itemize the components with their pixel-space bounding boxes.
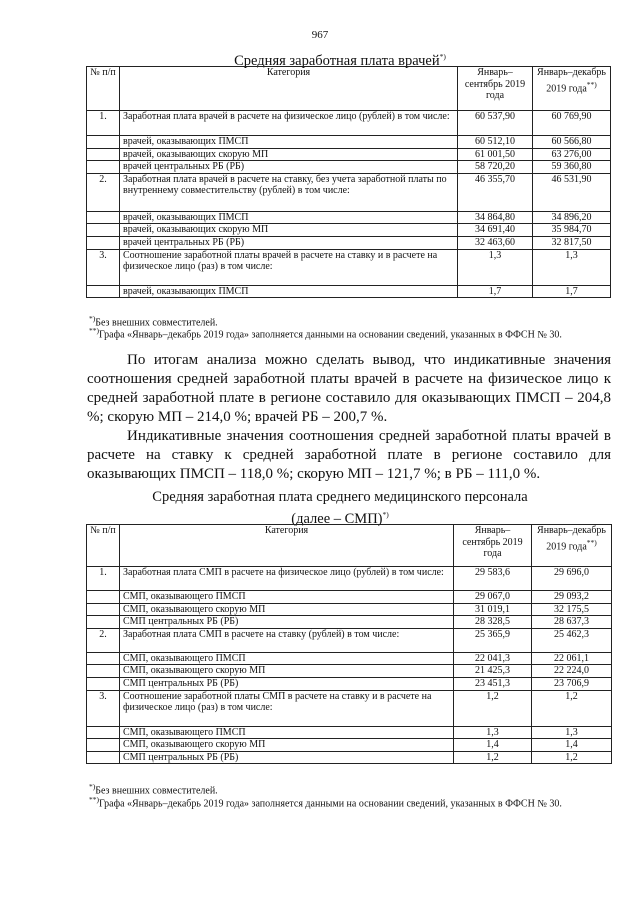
header-col2-text: Январь–декабрь 2019 года xyxy=(537,67,606,94)
row-num xyxy=(87,665,120,678)
row-num xyxy=(87,726,120,739)
row-value-2: 46 531,90 xyxy=(533,173,611,211)
header-col2 xyxy=(532,525,612,567)
row-value-2: 60 566,80 xyxy=(533,136,611,149)
row-num xyxy=(87,739,120,752)
row-value-2: 59 360,80 xyxy=(533,161,611,174)
row-num xyxy=(87,677,120,690)
nurses-title-mark: *) xyxy=(382,510,389,519)
row-num: 2. xyxy=(87,628,120,652)
row-category: врачей, оказывающих скорую МП xyxy=(120,224,458,237)
row-category: Соотношение заработной платы СМП в расчете на ставку и в расчете на физическое лицо (раз) в том числе: xyxy=(120,690,454,726)
row-category: СМП, оказывающего ПМСП xyxy=(120,652,454,665)
row-value-2: 32 817,50 xyxy=(533,236,611,249)
row-num xyxy=(87,652,120,665)
row-value-1: 1,2 xyxy=(454,751,532,764)
table-row xyxy=(87,652,612,665)
footnote-text: Графа «Январь–декабрь 2019 года» заполняется данными на основании сведений, указанных в ФФСН № 30. xyxy=(99,329,562,341)
row-value-2: 1,2 xyxy=(532,690,612,726)
table-row xyxy=(87,603,612,616)
header-col2-mark: **) xyxy=(586,537,597,547)
header-col1: Январь–сентябрь 2019 года xyxy=(458,67,533,111)
header-col2 xyxy=(533,67,611,111)
row-value-1: 31 019,1 xyxy=(454,603,532,616)
table-row xyxy=(87,173,611,211)
table-row xyxy=(87,628,612,652)
row-num: 2. xyxy=(87,173,120,211)
footnote-mark: **) xyxy=(89,326,99,335)
row-category: СМП центральных РБ (РБ) xyxy=(120,677,454,690)
footnote-mark: *) xyxy=(89,782,96,791)
paragraph-indicative-values: Индикативные значения соотношения средней заработной платы врачей в расчете на ставку к средней заработной плате в регионе составило для оказывающих ПМСП – 118,0 %; скорую МП – 121,7 %; в РБ – 111,0 %. xyxy=(87,428,611,482)
table-row xyxy=(87,591,612,604)
table-row xyxy=(87,726,612,739)
row-value-2: 22 224,0 xyxy=(532,665,612,678)
row-value-2: 29 696,0 xyxy=(532,567,612,591)
doctors-salary-table xyxy=(86,66,611,298)
row-value-1: 23 451,3 xyxy=(454,677,532,690)
row-value-1: 1,3 xyxy=(454,726,532,739)
table-row xyxy=(87,285,611,298)
header-category: Категория xyxy=(120,67,458,111)
table-row xyxy=(87,665,612,678)
table-row xyxy=(87,224,611,237)
table-header-row xyxy=(87,525,612,567)
row-value-1: 29 067,0 xyxy=(454,591,532,604)
row-num: 1. xyxy=(87,111,120,136)
row-category: СМП, оказывающего ПМСП xyxy=(120,726,454,739)
row-value-1: 28 328,5 xyxy=(454,616,532,629)
row-category: врачей, оказывающих ПМСП xyxy=(120,285,458,298)
nurses-title-line-1: Средняя заработная плата среднего медицинского персонала xyxy=(152,489,528,505)
row-value-2: 1,3 xyxy=(532,726,612,739)
row-value-2: 1,7 xyxy=(533,285,611,298)
row-value-1: 1,3 xyxy=(458,249,533,285)
row-value-2: 35 984,70 xyxy=(533,224,611,237)
header-col1: Январь–сентябрь 2019 года xyxy=(454,525,532,567)
row-value-2: 32 175,5 xyxy=(532,603,612,616)
row-category: Заработная плата врачей в расчете на ставку, без учета заработной платы по внутреннему совместительству (рублей) в том числе: xyxy=(120,173,458,211)
table-row xyxy=(87,567,612,591)
row-category: СМП центральных РБ (РБ) xyxy=(120,751,454,764)
row-value-1: 25 365,9 xyxy=(454,628,532,652)
row-value-2: 29 093,2 xyxy=(532,591,612,604)
table-row xyxy=(87,751,612,764)
row-category: врачей центральных РБ (РБ) xyxy=(120,161,458,174)
table-row xyxy=(87,690,612,726)
row-value-1: 34 864,80 xyxy=(458,211,533,224)
row-num xyxy=(87,751,120,764)
row-category: врачей, оказывающих ПМСП xyxy=(120,211,458,224)
row-value-1: 60 537,90 xyxy=(458,111,533,136)
row-value-2: 1,4 xyxy=(532,739,612,752)
row-value-1: 34 691,40 xyxy=(458,224,533,237)
row-value-1: 46 355,70 xyxy=(458,173,533,211)
nurses-salary-table xyxy=(86,524,612,764)
table-row xyxy=(87,148,611,161)
row-value-1: 60 512,10 xyxy=(458,136,533,149)
row-num xyxy=(87,211,120,224)
table-row xyxy=(87,111,611,136)
row-value-2: 23 706,9 xyxy=(532,677,612,690)
header-num: № п/п xyxy=(87,525,120,567)
row-num xyxy=(87,148,120,161)
row-num xyxy=(87,616,120,629)
doctors-title-mark: *) xyxy=(439,52,446,61)
row-num xyxy=(87,161,120,174)
row-value-1: 1,2 xyxy=(454,690,532,726)
row-num: 1. xyxy=(87,567,120,591)
row-num: 3. xyxy=(87,690,120,726)
row-category: врачей центральных РБ (РБ) xyxy=(120,236,458,249)
row-value-1: 32 463,60 xyxy=(458,236,533,249)
row-num xyxy=(87,224,120,237)
row-value-1: 58 720,20 xyxy=(458,161,533,174)
header-category: Категория xyxy=(120,525,454,567)
table-row xyxy=(87,616,612,629)
row-num: 3. xyxy=(87,249,120,285)
footnote-text: Графа «Январь–декабрь 2019 года» заполняется данными на основании сведений, указанных в ФФСН № 30. xyxy=(99,798,562,810)
row-category: врачей, оказывающих скорую МП xyxy=(120,148,458,161)
row-value-1: 1,4 xyxy=(454,739,532,752)
row-category: СМП, оказывающего скорую МП xyxy=(120,665,454,678)
row-category: Заработная плата СМП в расчете на физическое лицо (рублей) в том числе: xyxy=(120,567,454,591)
table-row xyxy=(87,677,612,690)
table-row xyxy=(87,136,611,149)
page-number: 967 xyxy=(311,29,329,41)
row-value-1: 22 041,3 xyxy=(454,652,532,665)
row-num xyxy=(87,285,120,298)
table-row xyxy=(87,739,612,752)
row-category: врачей, оказывающих ПМСП xyxy=(120,136,458,149)
row-value-2: 25 462,3 xyxy=(532,628,612,652)
footnote-text: Без внешних совместителей. xyxy=(95,317,218,329)
row-value-1: 21 425,3 xyxy=(454,665,532,678)
paragraph-salary-conclusion: По итогам анализа можно сделать вывод, что индикативные значения соотношения средней заработной платы врачей в расчете на физическое лицо к средней заработной плате в регионе составило для оказывающих ПМСП – 204,8 %; скорую МП – 214,0 %; врачей РБ – 200,7 %. xyxy=(87,352,611,425)
table-header-row xyxy=(87,67,611,111)
row-category: СМП, оказывающего ПМСП xyxy=(120,591,454,604)
row-value-1: 1,7 xyxy=(458,285,533,298)
row-value-2: 28 637,3 xyxy=(532,616,612,629)
row-value-1: 61 001,50 xyxy=(458,148,533,161)
row-num xyxy=(87,136,120,149)
row-category: Соотношение заработной платы врачей в расчете на ставку и в расчете на физическое лицо (раз) в том числе: xyxy=(120,249,458,285)
row-value-2: 1,2 xyxy=(532,751,612,764)
row-value-1: 29 583,6 xyxy=(454,567,532,591)
header-num: № п/п xyxy=(87,67,120,111)
row-value-2: 63 276,00 xyxy=(533,148,611,161)
row-category: СМП центральных РБ (РБ) xyxy=(120,616,454,629)
row-num xyxy=(87,603,120,616)
row-value-2: 60 769,90 xyxy=(533,111,611,136)
table-row xyxy=(87,161,611,174)
footnote-text: Без внешних совместителей. xyxy=(95,785,218,797)
nurses-table-title xyxy=(80,489,600,528)
row-value-2: 34 896,20 xyxy=(533,211,611,224)
table-row xyxy=(87,236,611,249)
row-value-2: 1,3 xyxy=(533,249,611,285)
footnote-mark: **) xyxy=(89,795,99,804)
row-category: Заработная плата СМП в расчете на ставку (рублей) в том числе: xyxy=(120,628,454,652)
row-num xyxy=(87,236,120,249)
doctors-footnote-2 xyxy=(89,325,609,341)
row-num xyxy=(87,591,120,604)
footnote-mark: *) xyxy=(89,314,96,323)
row-category: СМП, оказывающего скорую МП xyxy=(120,739,454,752)
row-category: Заработная плата врачей в расчете на физическое лицо (рублей) в том числе: xyxy=(120,111,458,136)
header-col2-text: Январь–декабрь 2019 года xyxy=(537,525,606,552)
row-category: СМП, оказывающего скорую МП xyxy=(120,603,454,616)
row-value-2: 22 061,1 xyxy=(532,652,612,665)
nurses-title-line-2-text: (далее – СМП) xyxy=(291,510,383,527)
table-row xyxy=(87,211,611,224)
nurses-footnote-2 xyxy=(89,794,609,810)
doctors-title-text: Средняя заработная плата врачей xyxy=(234,52,440,69)
header-col2-mark: **) xyxy=(586,79,597,89)
table-row xyxy=(87,249,611,285)
